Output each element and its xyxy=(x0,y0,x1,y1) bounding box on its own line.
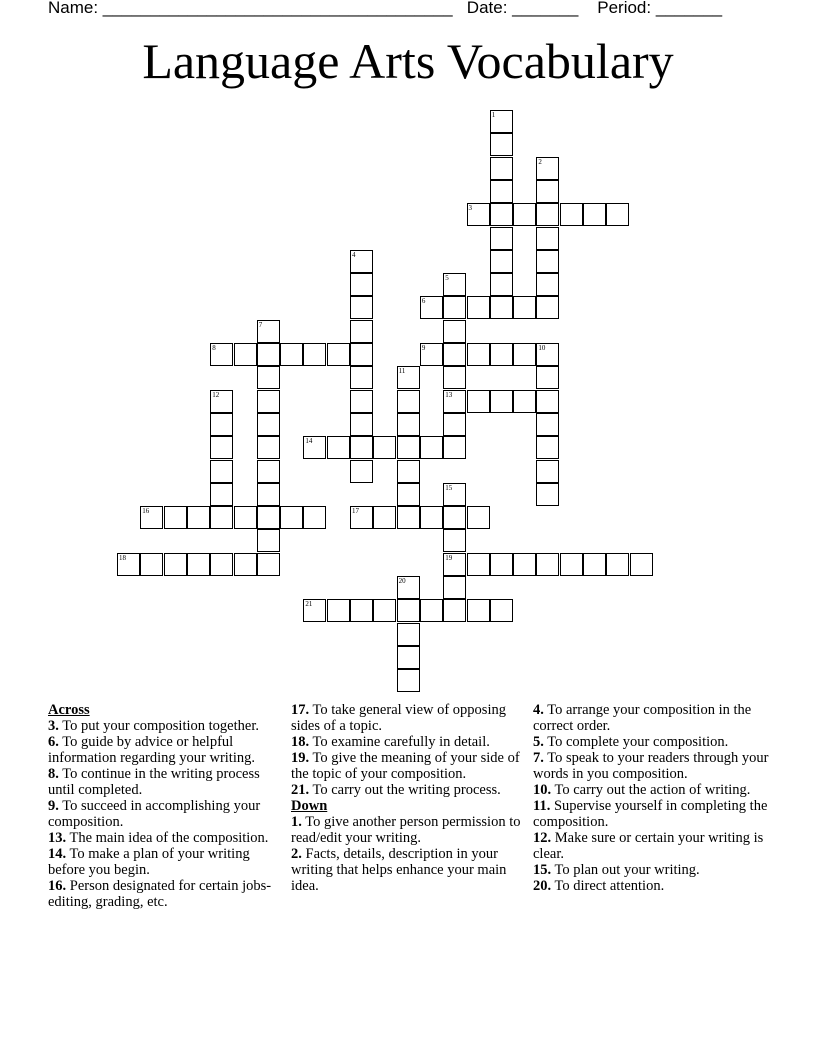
crossword-cell[interactable] xyxy=(257,413,280,436)
crossword-cell[interactable] xyxy=(210,506,233,529)
clues-column-2 xyxy=(291,702,526,894)
cell-number: 10 xyxy=(538,344,546,352)
crossword-cell[interactable] xyxy=(443,529,466,552)
cell-number: 17 xyxy=(352,507,359,516)
crossword-cell[interactable] xyxy=(443,366,466,389)
crossword-cell[interactable] xyxy=(536,436,559,459)
crossword-cell[interactable] xyxy=(140,553,163,576)
crossword-cell[interactable] xyxy=(210,436,233,459)
crossword-cell[interactable] xyxy=(490,180,513,203)
crossword-cell[interactable] xyxy=(467,296,490,319)
crossword-cell[interactable] xyxy=(397,669,420,692)
crossword-cell[interactable] xyxy=(350,413,373,436)
crossword-cell[interactable] xyxy=(397,506,420,529)
crossword-cell[interactable] xyxy=(490,296,513,319)
crossword-cell[interactable] xyxy=(420,296,443,319)
down-clue-4: 4. To arrange your composition in the correct order. xyxy=(533,702,752,734)
crossword-cell[interactable] xyxy=(536,273,559,296)
crossword-cell[interactable] xyxy=(373,599,396,622)
crossword-cell[interactable] xyxy=(443,483,466,506)
crossword-cell[interactable] xyxy=(327,436,350,459)
crossword-cell[interactable] xyxy=(397,366,420,389)
crossword-cell[interactable] xyxy=(397,436,420,459)
crossword-cell[interactable] xyxy=(513,553,536,576)
cell-number: 9 xyxy=(421,344,426,352)
crossword-cell[interactable] xyxy=(490,343,513,366)
crossword-cell[interactable] xyxy=(350,366,373,389)
crossword-cell[interactable] xyxy=(443,320,466,343)
crossword-cell[interactable] xyxy=(536,250,559,273)
crossword-cell[interactable] xyxy=(303,343,326,366)
crossword-cell[interactable] xyxy=(536,390,559,413)
crossword-cell[interactable] xyxy=(490,133,513,156)
crossword-cell[interactable] xyxy=(257,529,280,552)
crossword-cell[interactable] xyxy=(467,343,490,366)
down-clue-2: 2. Facts, details, description in your writing that helps enhance your main idea. xyxy=(291,846,507,894)
crossword-cell[interactable] xyxy=(443,390,466,413)
crossword-cell[interactable] xyxy=(536,460,559,483)
crossword-cell[interactable] xyxy=(606,553,629,576)
crossword-cell[interactable] xyxy=(350,506,373,529)
crossword-cell[interactable] xyxy=(373,436,396,459)
across-clue-8: 8. To continue in the writing process until completed. xyxy=(48,766,260,798)
across-clue-6: 6. To guide by advice or helpful information regarding your writing. xyxy=(48,734,255,766)
down-clue-5: 5. To complete your composition. xyxy=(533,734,729,750)
clues-column-3 xyxy=(533,702,773,894)
cell-number: 16 xyxy=(142,507,150,516)
crossword-cell[interactable] xyxy=(257,366,280,389)
cell-number: 7 xyxy=(258,320,263,329)
crossword-cell[interactable] xyxy=(536,296,559,319)
cell-number: 6 xyxy=(421,297,426,306)
crossword-cell[interactable] xyxy=(327,599,350,622)
crossword-cell[interactable] xyxy=(420,343,443,366)
crossword-cell[interactable] xyxy=(350,296,373,319)
across-clue-9: 9. To succeed in accomplishing your composition. xyxy=(48,798,261,830)
crossword-cell[interactable] xyxy=(443,273,466,296)
down-clue-12: 12. Make sure or certain your writing is clear. xyxy=(533,830,764,862)
crossword-cell[interactable] xyxy=(606,203,629,226)
crossword-cell[interactable] xyxy=(350,436,373,459)
crossword-cell[interactable] xyxy=(257,483,280,506)
cell-number: 12 xyxy=(212,390,220,399)
crossword-cell[interactable] xyxy=(350,390,373,413)
crossword-cell[interactable] xyxy=(490,390,513,413)
cell-number: 14 xyxy=(305,437,313,446)
crossword-cell[interactable] xyxy=(257,390,280,413)
crossword-cell[interactable] xyxy=(280,506,303,529)
crossword-cell[interactable] xyxy=(397,413,420,436)
crossword-cell[interactable] xyxy=(467,553,490,576)
crossword-cell[interactable] xyxy=(536,413,559,436)
crossword-cell[interactable] xyxy=(350,320,373,343)
crossword-cell[interactable] xyxy=(303,436,326,459)
cell-number: 3 xyxy=(468,204,472,213)
cell-number: 20 xyxy=(398,577,406,585)
crossword-cell[interactable] xyxy=(536,553,559,576)
crossword-cell[interactable] xyxy=(443,553,466,576)
cell-number: 5 xyxy=(445,274,449,283)
crossword-cell[interactable] xyxy=(397,576,420,599)
crossword-cell[interactable] xyxy=(257,460,280,483)
crossword-cell[interactable] xyxy=(140,506,163,529)
crossword-cell[interactable] xyxy=(490,110,513,133)
crossword-cell[interactable] xyxy=(327,343,350,366)
period-label: Period: _______ xyxy=(597,0,723,17)
crossword-cell[interactable] xyxy=(513,203,536,226)
down-clue-10: 10. To carry out the action of writing. xyxy=(533,782,751,798)
crossword-cell[interactable] xyxy=(257,320,280,343)
across-clue-21: 21. To carry out the writing process. xyxy=(291,782,501,798)
date-label: Date: _______ xyxy=(466,0,579,17)
crossword-cell[interactable] xyxy=(164,553,187,576)
cell-number: 11 xyxy=(398,367,406,376)
crossword-cell[interactable] xyxy=(490,157,513,180)
crossword-cell[interactable] xyxy=(234,553,257,576)
crossword-cell[interactable] xyxy=(630,553,653,576)
crossword-cell[interactable] xyxy=(560,203,583,226)
crossword-cell[interactable] xyxy=(397,623,420,646)
crossword-cell[interactable] xyxy=(303,506,326,529)
crossword-cell[interactable] xyxy=(443,413,466,436)
down-heading: Down xyxy=(291,798,328,814)
crossword-cell[interactable] xyxy=(397,460,420,483)
across-clue-13: 13. The main idea of the composition. xyxy=(48,830,269,846)
header-fields xyxy=(48,0,768,18)
crossword-cell[interactable] xyxy=(210,483,233,506)
crossword-cell[interactable] xyxy=(490,273,513,296)
down-clue-11: 11. Supervise yourself in completing the composition. xyxy=(533,798,768,830)
cell-number: 21 xyxy=(305,600,313,609)
crossword-cell[interactable] xyxy=(467,599,490,622)
crossword-cell[interactable] xyxy=(443,436,466,459)
crossword-cell[interactable] xyxy=(257,436,280,459)
crossword-cell[interactable] xyxy=(467,506,490,529)
crossword-cell[interactable] xyxy=(443,506,466,529)
cell-number: 18 xyxy=(119,553,126,562)
crossword-cell[interactable] xyxy=(350,273,373,296)
down-clue-20: 20. To direct attention. xyxy=(533,878,665,894)
cell-number: 19 xyxy=(445,553,453,562)
crossword-cell[interactable] xyxy=(350,250,373,273)
crossword-cell[interactable] xyxy=(164,506,187,529)
crossword-cell[interactable] xyxy=(397,646,420,669)
crossword-cell[interactable] xyxy=(397,599,420,622)
crossword-cell[interactable] xyxy=(350,460,373,483)
crossword-cell[interactable] xyxy=(210,553,233,576)
crossword-cell[interactable] xyxy=(443,343,466,366)
crossword-cell[interactable] xyxy=(234,506,257,529)
crossword-cell[interactable] xyxy=(257,553,280,576)
across-heading: Across xyxy=(48,702,90,718)
crossword-cell[interactable] xyxy=(257,343,280,366)
crossword-cell[interactable] xyxy=(490,203,513,226)
crossword-cell[interactable] xyxy=(373,506,396,529)
across-clue-17: 17. To take general view of opposing sides of a topic. xyxy=(291,702,506,734)
crossword-cell[interactable] xyxy=(257,506,280,529)
crossword-cell[interactable] xyxy=(467,390,490,413)
across-clue-18: 18. To examine carefully in detail. xyxy=(291,734,490,750)
crossword-cell[interactable] xyxy=(490,227,513,250)
crossword-cell[interactable] xyxy=(210,413,233,436)
crossword-cell[interactable] xyxy=(420,506,443,529)
crossword-cell[interactable] xyxy=(210,390,233,413)
crossword-cell[interactable] xyxy=(536,343,559,366)
crossword-cell[interactable] xyxy=(397,390,420,413)
crossword-cell[interactable] xyxy=(187,553,210,576)
crossword-cell[interactable] xyxy=(420,436,443,459)
across-clue-3: 3. To put your composition together. xyxy=(48,718,259,734)
cell-number: 15 xyxy=(445,483,453,492)
crossword-cell[interactable] xyxy=(210,343,233,366)
crossword-cell[interactable] xyxy=(513,390,536,413)
name-label: Name: _____________________________________ xyxy=(48,0,453,17)
down-clue-7: 7. To speak to your readers through your words in you composition. xyxy=(533,750,769,782)
page-title: Language Arts Vocabulary xyxy=(142,33,674,89)
crossword-cell[interactable] xyxy=(443,599,466,622)
cell-number: 8 xyxy=(212,344,216,352)
crossword-cell[interactable] xyxy=(536,180,559,203)
cell-number: 4 xyxy=(352,250,356,259)
crossword-cell[interactable] xyxy=(234,343,257,366)
crossword-cell[interactable] xyxy=(467,203,490,226)
crossword-cell[interactable] xyxy=(350,343,373,366)
crossword-cell[interactable] xyxy=(536,227,559,250)
crossword-cell[interactable] xyxy=(583,203,606,226)
crossword-cell[interactable] xyxy=(443,576,466,599)
crossword-cell[interactable] xyxy=(117,553,140,576)
crossword-cell[interactable] xyxy=(397,483,420,506)
crossword-cell[interactable] xyxy=(583,553,606,576)
down-clue-1: 1. To give another person permission to read/edit your writing. xyxy=(291,814,521,846)
crossword-cell[interactable] xyxy=(443,296,466,319)
across-clue-14: 14. To make a plan of your writing before you begin. xyxy=(48,846,250,878)
crossword-cell[interactable] xyxy=(187,506,210,529)
crossword-cell[interactable] xyxy=(536,366,559,389)
down-clue-15: 15. To plan out your writing. xyxy=(533,862,700,878)
cell-number: 2 xyxy=(538,157,542,166)
clues-column-1 xyxy=(48,702,280,910)
crossword-cell[interactable] xyxy=(303,599,326,622)
crossword-cell[interactable] xyxy=(513,296,536,319)
across-clue-19: 19. To give the meaning of your side of the topic of your composition. xyxy=(291,750,520,782)
cell-number: 13 xyxy=(445,390,453,399)
crossword-cell[interactable] xyxy=(280,343,303,366)
crossword-cell[interactable] xyxy=(560,553,583,576)
crossword-cell[interactable] xyxy=(536,157,559,180)
crossword-cell[interactable] xyxy=(490,250,513,273)
cell-number: 1 xyxy=(491,111,496,119)
crossword-cell[interactable] xyxy=(210,460,233,483)
across-clue-16: 16. Person designated for certain jobs- editing, grading, etc. xyxy=(48,878,272,910)
crossword-cell[interactable] xyxy=(350,599,373,622)
crossword-cell[interactable] xyxy=(536,483,559,506)
crossword-cell[interactable] xyxy=(513,343,536,366)
crossword-cell[interactable] xyxy=(490,553,513,576)
crossword-cell[interactable] xyxy=(420,599,443,622)
crossword-cell[interactable] xyxy=(536,203,559,226)
crossword-cell[interactable] xyxy=(490,599,513,622)
